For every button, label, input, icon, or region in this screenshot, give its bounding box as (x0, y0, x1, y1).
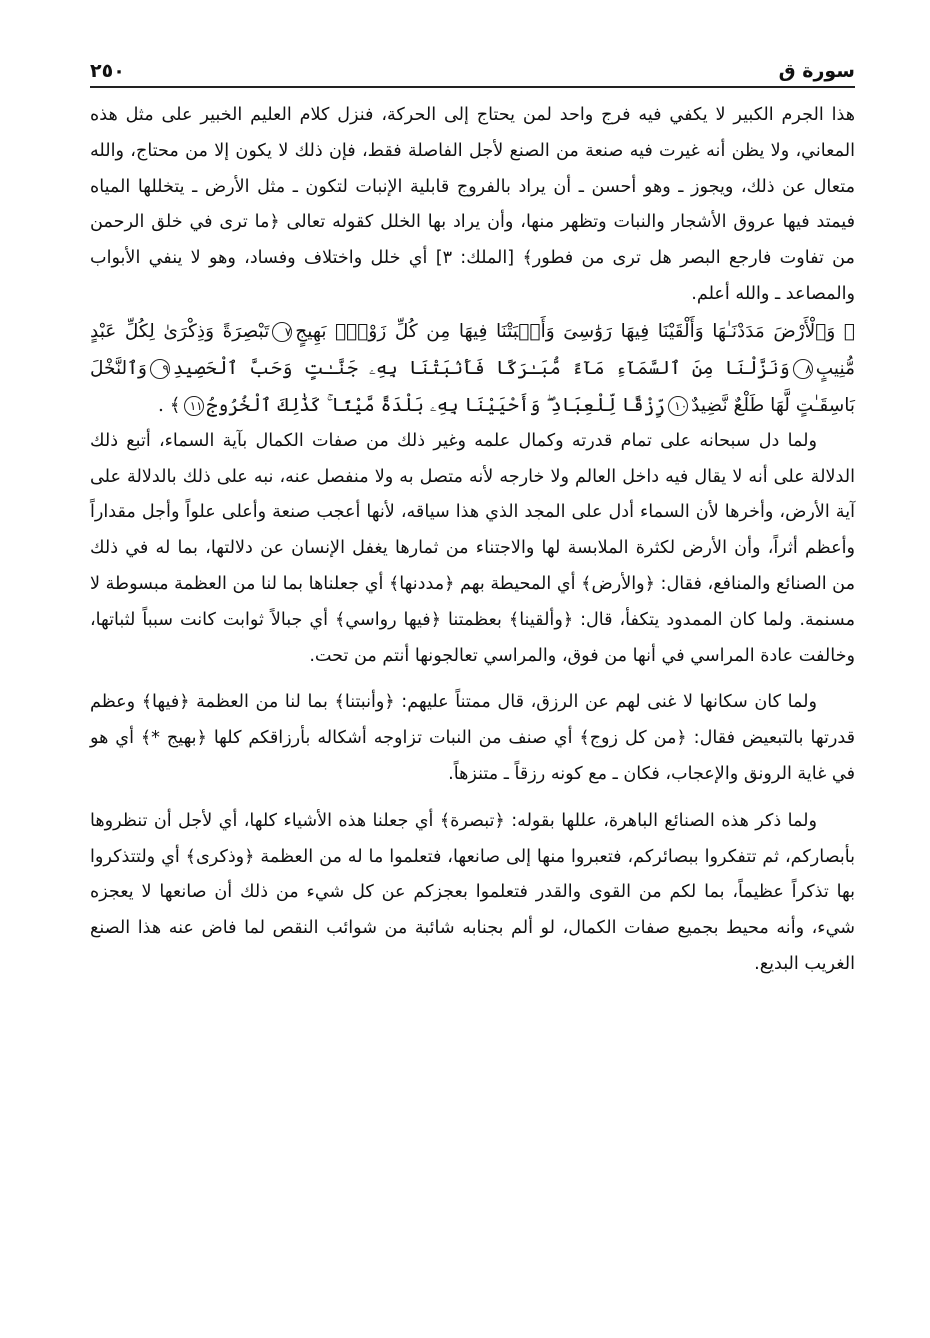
page-header (90, 52, 855, 88)
paragraph-2: ولما دل سبحانه على تمام قدرته وكمال علمه وغير ذلك من صفات الكمال بآية السماء، أتبع ذلك الدلالة على أنه لا يقال فيه داخل العالم ولا خارجه لأنه متصل به ولا منفصل عنه، نبه على ذلك بالدلالة على آية الأرض، وأخرها لأن السماء أدل على المجد الذي هذا سياقه، لأنها أعجب صنعة وأعلى علواً وأجل مقداراً وأعظم أثراً، وأن الأرض لكثرة الملابسة لها والاجتناء من ثمارها يغفل الإنسان عن دلالتها، بما له في ذلك من الصنائع والمنافع، فقال: ﴿والأرض﴾ أي المحيطة بهم ﴿مددنها﴾ أي جعلناها بما لنا من العظمة مبسوطة لا مسنمة. ولما كان الممدود يتكفأ، قال: ﴿وألقينا﴾ بعظمتنا ﴿فيها رواسي﴾ أي جبالاً ثوابت كانت سبباً لثباتها، وخالفت عادة المراسي في أنها من فوق، والمراسي تعالجونها أنتم من تحت. (90, 430, 855, 666)
quran-verse-7-text: ﴿ وَٱلْأَرْضَ مَدَدْنَـٰهَا وَأَلْقَيْنَا فِيهَا رَوَٰسِىَ وَأَنۢبَتْنَا فِيهَا مِن كُلِّ زَوْجٍۭ بَهِيجٍ (295, 320, 855, 342)
verse-number-9: ٩ (150, 359, 170, 379)
paragraph-3: ولما كان سكانها لا غنى لهم عن الرزق، قال ممتناً عليهم: ﴿وأنبتنا﴾ بما لنا من العظمة ﴿فيها﴾ وعظم قدرتها بالتبعيض فقال: ﴿من كل زوج﴾ أي صنف من النبات تزاوجه أشكاله بأرزاقكم كلها ﴿بهيج *﴾ أي هو في غاية الرونق والإعجاب، فكان ـ مع كونه رزقاً ـ متنزهاً. (90, 692, 855, 784)
surah-title: سورة ق (778, 60, 855, 82)
quran-verse-10-text: وَٱلنَّخْلَ بَاسِقَـٰتٍ لَّهَا طَلْعٌ نَّضِيدٌ (90, 357, 855, 416)
verse-number-8: ٨ (793, 359, 813, 379)
verse-number-7: ٧ (272, 322, 292, 342)
page-body (90, 98, 855, 983)
quran-verse-11-text: رِّزْقًا لِّلْعِبَادِ ۖ وَأَحْيَيْنَا بِهِۦ بَلْدَةً مَّيْتًا ۚ كَذَٰلِكَ ٱلْخُرُوجُ (206, 394, 666, 416)
verse-number-10: ١٠ (668, 396, 688, 416)
paragraph-4: ولما ذكر هذه الصنائع الباهرة، عللها بقوله: ﴿تبصرة﴾ أي جعلنا هذه الأشياء كلها، أي لأجل أن تنظروها بأبصاركم، ثم تتفكروا ببصائركم، فتعبروا منها إلى صانعها، فتعلموا ما له من العظمة ﴿وذكرى﴾ أي ولتتذكروا بها تذكراً عظيماً، بما لكم من القوى والقدر فتعلموا بعجزكم عن كل شيء من ذلك أن صانعها لا يعجزه شيء، وأنه محيط بجميع صفات الكمال، لو ألم بجنابه شائبة من شوائب النقص لما فاض عنه هذا الصنع الغريب البديع. (90, 810, 855, 974)
quran-verses (90, 313, 855, 424)
paragraph-1: هذا الجرم الكبير لا يكفي فيه فرج واحد لمن يحتاج إلى الحركة، فنزل كلام العليم الخبير على مثل هذه المعاني، ولا يظن أنه غيرت فيه صنعة من الصنع لأجل الفاصلة فقط، فإن ذلك لا يكون إلا من محتاج، والله متعال عن ذلك، ويجوز ـ وهو أحسن ـ أن يراد بالفروج قابلية الإنبات لتكون ـ مثل الأرض ـ يتخللها المياه فيمتد فيها عروق الأشجار والنبات وتظهر منها، وأن يراد بها الخلل كقوله تعالى ﴿ما ترى في خلق الرحمن من تفاوت فارجع البصر هل ترى من فطور﴾ [الملك: ٣] أي خلل واختلاف وفساد، وهو لا ينفي الأبواب والمصاعد ـ والله أعلم. (90, 105, 855, 304)
verse-number-11: ١١ (184, 396, 204, 416)
quran-verse-9-text: وَنَزَّلْنَا مِنَ ٱلسَّمَآءِ مَآءً مُّبَـٰرَكًا فَأَنۢبَتْنَا بِهِۦ جَنَّـٰتٍ وَحَبَّ ٱلْحَصِيدِ (172, 357, 790, 379)
book-page (90, 52, 855, 1312)
page-number: ٢٥٠ (90, 60, 125, 82)
quran-closing-bracket: ﴾ . (158, 394, 181, 416)
quran-verse-8a-text: تَبْصِرَةً وَذِكْرَىٰ لِكُلِّ عَبْدٍ مُّنِيبٍ (90, 320, 855, 379)
